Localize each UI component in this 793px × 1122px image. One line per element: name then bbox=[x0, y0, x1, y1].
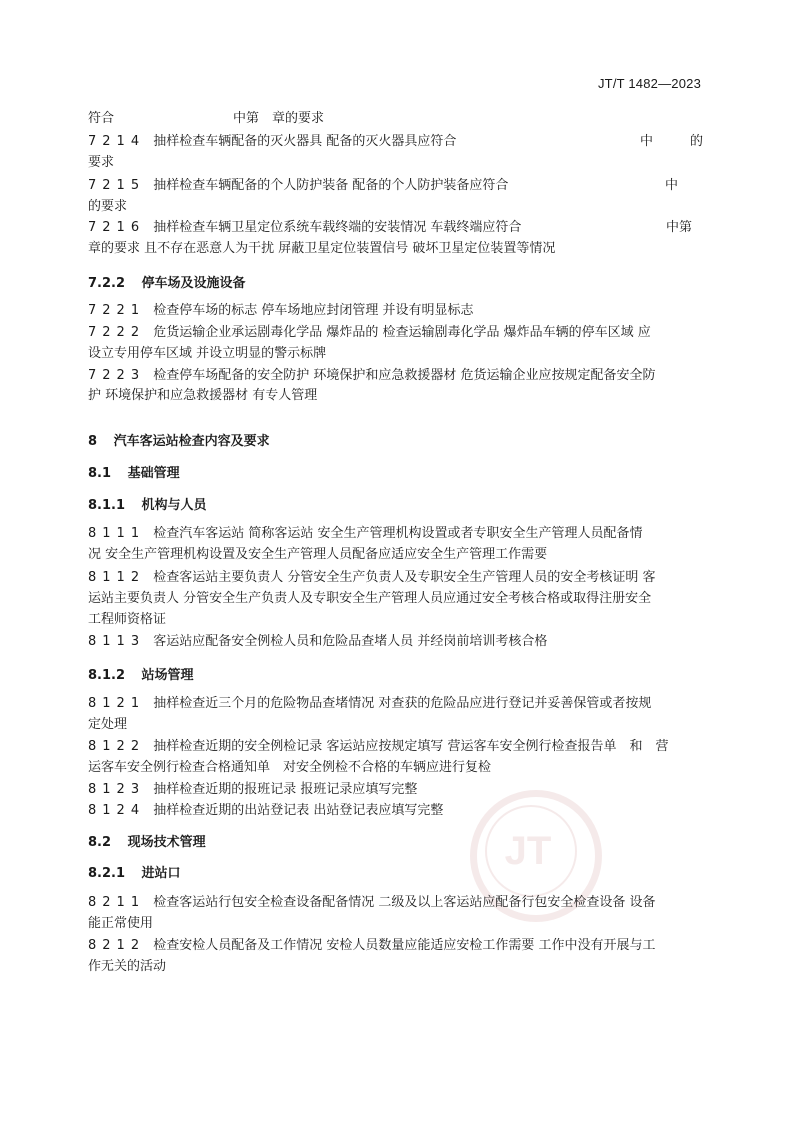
text-line: 要求 bbox=[88, 155, 115, 170]
clause-text: 抽样检查车辆配备的灭火器具 配备的灭火器具应符合 bbox=[153, 134, 457, 149]
section-heading-8-1-1 bbox=[88, 494, 207, 513]
clause-8113 bbox=[88, 632, 547, 652]
clause-number: 8124 bbox=[88, 803, 146, 818]
clause-8124 bbox=[88, 801, 443, 821]
text-line: 能正常使用 bbox=[88, 916, 154, 931]
clause-text: 检查客运站主要负责人 分管安全生产负责人及专职安全生产管理人员的安全考核证明 客 bbox=[153, 570, 656, 585]
text-line: 作无关的活动 bbox=[88, 959, 167, 974]
section-heading-8-2 bbox=[88, 831, 206, 850]
clause-number: 7222 bbox=[88, 325, 146, 340]
clause-number: 8111 bbox=[88, 526, 146, 541]
section-heading-8-1 bbox=[88, 462, 180, 481]
text-line: 设立专用停车区域 并设立明显的警示标牌 bbox=[88, 346, 327, 361]
chapter-heading-8 bbox=[88, 430, 270, 449]
section-heading-8-2-1 bbox=[88, 862, 181, 881]
text-line: 的要求 bbox=[88, 199, 128, 214]
clause-number: 8112 bbox=[88, 570, 146, 585]
clause-8212 bbox=[88, 936, 656, 956]
heading-title: 进站口 bbox=[141, 866, 181, 881]
watermark-text: JT bbox=[504, 829, 552, 873]
clause-number: 8211 bbox=[88, 895, 146, 910]
clause-text: 抽样检查近三个月的危险物品查堵情况 对查获的危险品应进行登记并妥善保管或者按规 bbox=[153, 696, 652, 711]
heading-number: 8.2.1 bbox=[88, 866, 126, 881]
clause-text: 检查汽车客运站 简称客运站 安全生产管理机构设置或者专职安全生产管理人员配备情 bbox=[153, 526, 643, 541]
clause-7223 bbox=[88, 366, 656, 386]
text-line: 护 环境保护和应急救援器材 有专人管理 bbox=[88, 388, 318, 403]
clause-text: 危货运输企业承运剧毒化学品 爆炸品的 检查运输剧毒化学品 爆炸品车辆的停车区域 应 bbox=[153, 325, 651, 340]
text-line: 中第 章的要求 bbox=[233, 111, 325, 126]
heading-title: 汽车客运站检查内容及要求 bbox=[113, 434, 270, 449]
clause-number: 7223 bbox=[88, 368, 146, 383]
standard-code: JT/T 1482—2023 bbox=[597, 76, 701, 91]
heading-title: 现场技术管理 bbox=[127, 835, 206, 850]
text-line: 工程师资格证 bbox=[88, 612, 167, 627]
clause-8122 bbox=[88, 737, 669, 757]
clause-text: 抽样检查近期的报班记录 报班记录应填写完整 bbox=[153, 782, 418, 797]
clause-text: 检查安检人员配备及工作情况 安检人员数量应能适应安检工作需要 工作中没有开展与工 bbox=[153, 938, 656, 953]
clause-number: 8122 bbox=[88, 739, 146, 754]
clause-text: 检查停车场的标志 停车场地应封闭管理 并设有明显标志 bbox=[153, 303, 474, 318]
clause-7214 bbox=[88, 132, 456, 152]
clause-text: 抽样检查车辆卫星定位系统车载终端的安装情况 车载终端应符合 bbox=[153, 220, 522, 235]
text-line: 运站主要负责人 分管安全生产负责人及专职安全生产管理人员应通过安全考核合格或取得注册安全 bbox=[88, 591, 652, 606]
clause-text: 检查客运站行包安全检查设备配备情况 二级及以上客运站应配备行包安全检查设备 设备 bbox=[153, 895, 656, 910]
heading-title: 站场管理 bbox=[141, 668, 194, 683]
heading-number: 8.1.2 bbox=[88, 668, 126, 683]
clause-number: 8121 bbox=[88, 696, 146, 711]
clause-8211 bbox=[88, 893, 656, 913]
clause-text: 客运站应配备安全例检人员和危险品查堵人员 并经岗前培训考核合格 bbox=[153, 634, 548, 649]
clause-7221 bbox=[88, 301, 474, 321]
clause-text: 抽样检查近期的安全例检记录 客运站应按规定填写 营运客车安全例行检查报告单 和 营 bbox=[153, 739, 669, 754]
clause-number: 7221 bbox=[88, 303, 146, 318]
heading-number: 8.1 bbox=[88, 466, 112, 481]
text-fragment: 中 bbox=[640, 134, 654, 149]
clause-8123 bbox=[88, 780, 417, 800]
text-line: 章的要求 且不存在恶意人为干扰 屏蔽卫星定位装置信号 破坏卫星定位装置等情况 bbox=[88, 241, 556, 256]
clause-number: 8113 bbox=[88, 634, 146, 649]
text-line: 况 安全生产管理机构设置及安全生产管理人员配备应适应安全生产管理工作需要 bbox=[88, 547, 548, 562]
clause-number: 7214 bbox=[88, 134, 146, 149]
heading-title: 基础管理 bbox=[127, 466, 180, 481]
clause-7215 bbox=[88, 176, 508, 196]
text-line: 运客车安全例行检查合格通知单 对安全例检不合格的车辆应进行复检 bbox=[88, 760, 492, 775]
section-heading-8-1-2 bbox=[88, 664, 194, 683]
clause-8121 bbox=[88, 694, 651, 714]
clause-8111 bbox=[88, 524, 643, 544]
clause-text: 检查停车场配备的安全防护 环境保护和应急救援器材 危货运输企业应按规定配备安全防 bbox=[153, 368, 656, 383]
clause-8112 bbox=[88, 568, 656, 588]
clause-number: 7216 bbox=[88, 220, 146, 235]
clause-number: 8212 bbox=[88, 938, 146, 953]
clause-text: 抽样检查车辆配备的个人防护装备 配备的个人防护装备应符合 bbox=[153, 178, 509, 193]
heading-number: 8.1.1 bbox=[88, 498, 126, 513]
clause-7216 bbox=[88, 218, 521, 238]
heading-number: 8 bbox=[88, 434, 98, 449]
clause-number: 8123 bbox=[88, 782, 146, 797]
heading-number: 7.2.2 bbox=[88, 276, 126, 291]
clause-7222 bbox=[88, 323, 651, 343]
heading-number: 8.2 bbox=[88, 835, 112, 850]
text-fragment: 中 bbox=[665, 178, 679, 193]
clause-number: 7215 bbox=[88, 178, 146, 193]
text-fragment: 的 bbox=[690, 134, 704, 149]
section-heading-7-2-2 bbox=[88, 272, 246, 291]
clause-text: 抽样检查近期的出站登记表 出站登记表应填写完整 bbox=[153, 803, 444, 818]
text-line: 符合 bbox=[88, 111, 115, 126]
heading-title: 机构与人员 bbox=[141, 498, 207, 513]
heading-title: 停车场及设施设备 bbox=[141, 276, 246, 291]
text-fragment: 中第 bbox=[666, 220, 693, 235]
text-line: 定处理 bbox=[88, 717, 128, 732]
